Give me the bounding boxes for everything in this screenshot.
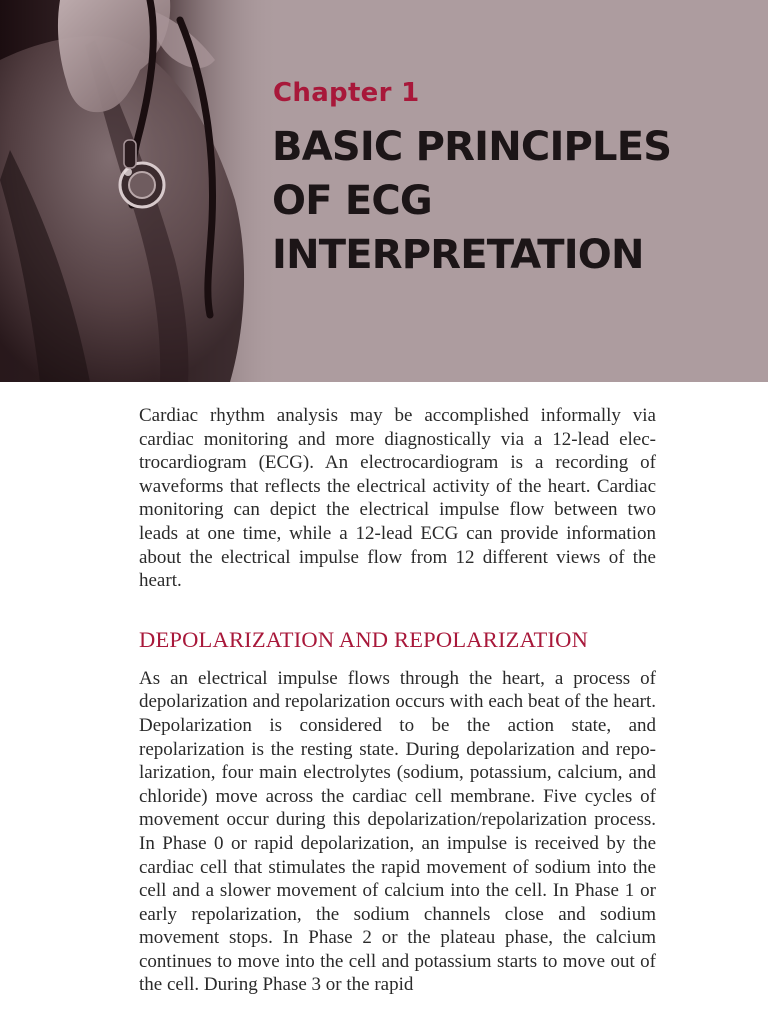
chapter-title-line-2: OF ECG xyxy=(272,178,432,224)
chapter-title-line-1: BASIC PRINCIPLES xyxy=(272,124,672,170)
page-body xyxy=(139,404,656,997)
intro-paragraph: Cardiac rhythm analysis may be accomplished informally via cardiac monitoring and more diagnostically via a 12-lead electrocardiogram (ECG). An electrocardiogram is a recording of waveforms that reflects the electrical activity of the heart. Cardiac monitoring can depict the electrical impulse flow between two leads at one time, while a 12-lead ECG can provide information about the electrical impulse flow from 12 different views of the heart. xyxy=(139,405,656,592)
chapter-title-line-3: INTERPRETATION xyxy=(272,232,644,278)
chapter-header-banner xyxy=(0,0,768,382)
chapter-title xyxy=(272,120,752,282)
chapter-label: Chapter 1 xyxy=(273,78,420,108)
section-heading: DEPOLARIZATION AND REPOLARIZATION xyxy=(139,626,589,652)
section-paragraph: As an electrical impulse flows through the heart, a process of depolarization and repolarization occurs with each beat of the heart. Depolarization is considered to be the action state, and repolarization is the resting state. During depolarization and repolarization, four main electrolytes (sodium, potassium, calcium, and chloride) move across the cardiac cell membrane. Five cycles of movement occur during this depolarization/repolarization process. In Phase 0 or rapid depolarization, an impulse is received by the cardiac cell that stimulates the rapid movement of sodium into the cell and a slower movement of calcium into the cell. In Phase 1 or early repolarization, the sodium channels close and sodium movement stops. In Phase 2 or the plateau phase, the calcium continues to move into the cell and potassium starts to move out of the cell. During Phase 3 or the rapid xyxy=(139,667,656,996)
